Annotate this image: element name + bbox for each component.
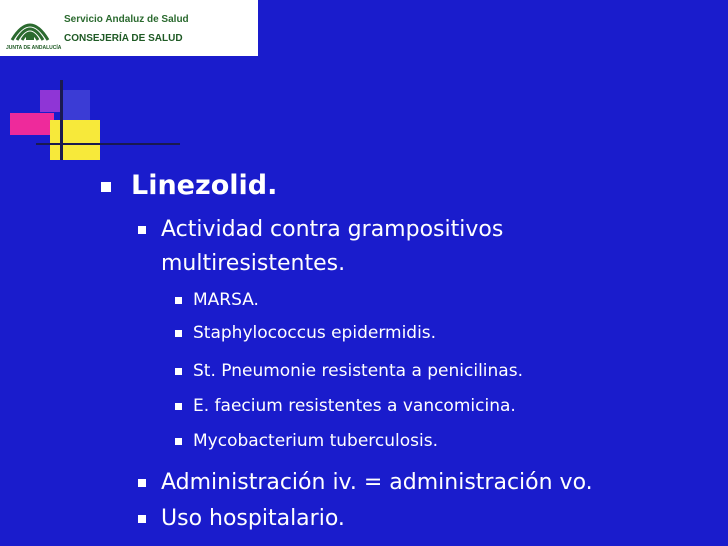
sub-item: MARSA. [193,290,259,310]
bullet-square-icon [138,515,146,523]
bullet-square-icon [175,330,182,337]
bullet-square-icon [175,438,182,445]
sub-item: Mycobacterium tuberculosis. [193,431,438,451]
point-2: Administración iv. = administración vo. [161,470,593,495]
sub-item: St. Pneumonie resistenta a penicilinas. [193,361,523,381]
bullet-square-icon [138,479,146,487]
point-1-line-1: Actividad contra grampositivos [161,217,504,242]
org-department: CONSEJERÍA DE SALUD [64,33,183,44]
emblem-caption: JUNTA DE ANDALUCÍA [6,45,62,51]
org-name: Servicio Andaluz de Salud [64,14,189,25]
bullet-square-icon [175,403,182,410]
point-1-line-2: multiresistentes. [161,251,346,276]
bullet-square-icon [138,226,146,234]
bullet-square-icon [175,368,182,375]
sub-item: Staphylococcus epidermidis. [193,323,437,343]
bullet-square-icon [101,182,111,192]
point-3: Uso hospitalario. [161,506,345,531]
bullet-square-icon [175,297,182,304]
sub-item: E. faecium resistentes a vancomicina. [193,396,516,416]
slide-heading: Linezolid. [131,170,278,201]
